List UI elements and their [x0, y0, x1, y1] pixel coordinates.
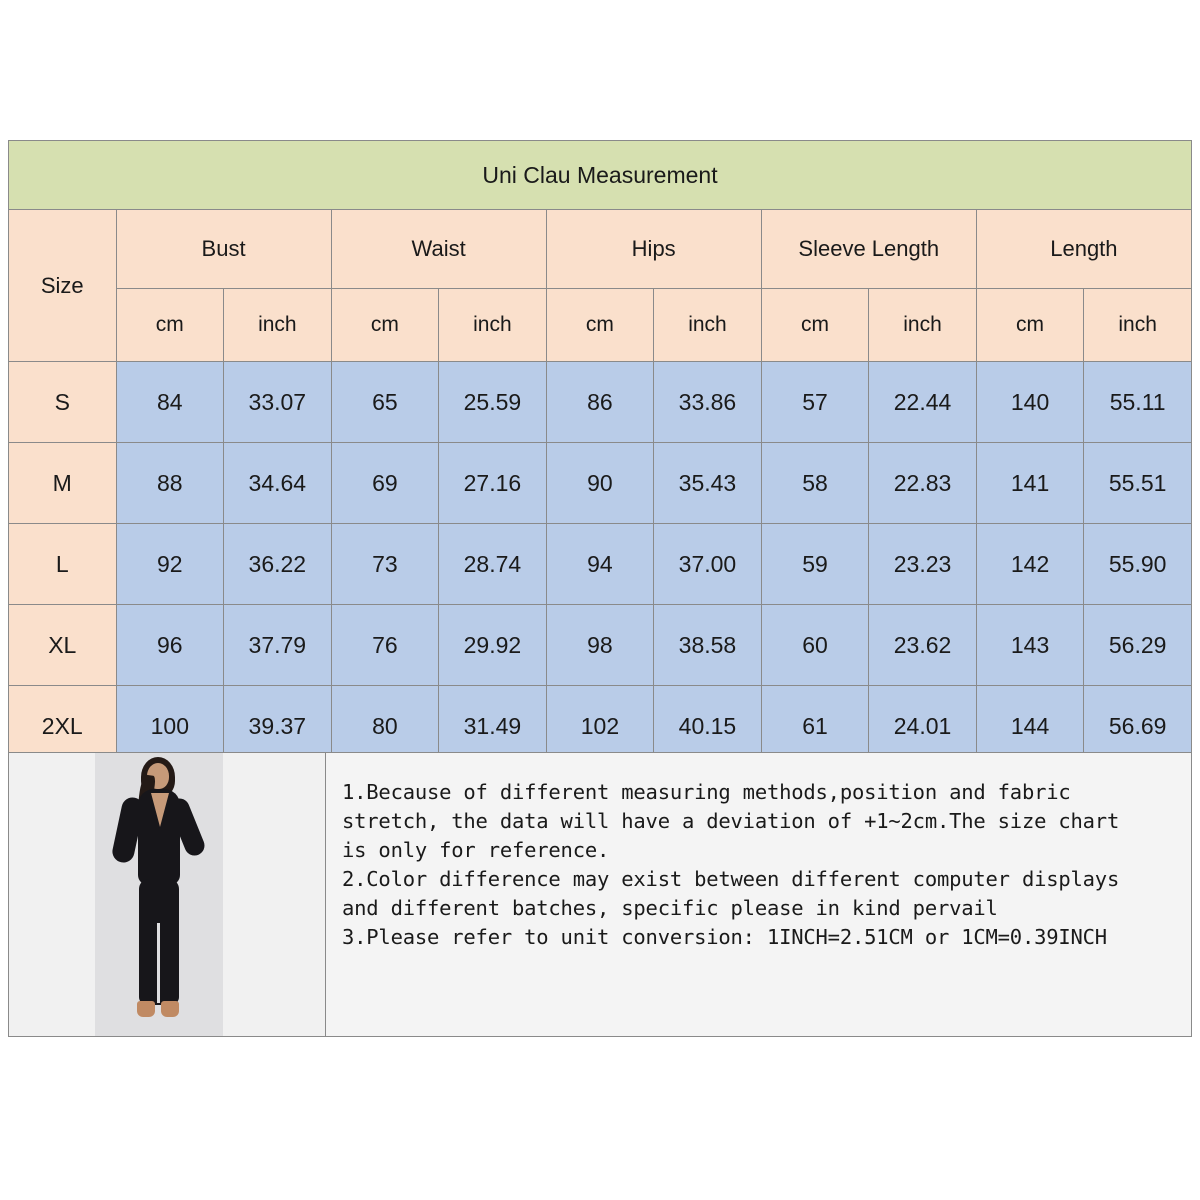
cell-waist-inch: 27.16 — [439, 443, 547, 524]
note-line-1: 1.Because of different measuring methods,position and fabric — [342, 780, 1071, 804]
unit-waist-cm: cm — [331, 289, 439, 362]
model-figure — [95, 753, 223, 1036]
group-header-hips: Hips — [546, 210, 761, 289]
cell-waist-cm: 65 — [331, 362, 439, 443]
unit-length-inch: inch — [1084, 289, 1192, 362]
cell-sleeve-cm: 61 — [761, 686, 869, 767]
group-header-sleeve-length: Sleeve Length — [761, 210, 976, 289]
cell-hips-cm: 94 — [546, 524, 654, 605]
cell-length-cm: 144 — [976, 686, 1084, 767]
chart-title: Uni Clau Measurement — [9, 141, 1192, 210]
note-line-2: stretch, the data will have a deviation of +1~2cm.The size chart — [342, 809, 1120, 834]
table-row — [9, 443, 1192, 524]
footer-panel — [8, 752, 1192, 1037]
cell-bust-cm: 96 — [116, 605, 224, 686]
row-size-label: 2XL — [9, 686, 117, 767]
model-shoe-right — [161, 1001, 179, 1017]
row-size-label: L — [9, 524, 117, 605]
cell-waist-inch: 31.49 — [439, 686, 547, 767]
cell-waist-cm: 80 — [331, 686, 439, 767]
row-size-label: XL — [9, 605, 117, 686]
table-row — [9, 605, 1192, 686]
unit-hips-cm: cm — [546, 289, 654, 362]
cell-sleeve-cm: 58 — [761, 443, 869, 524]
cell-sleeve-inch: 22.83 — [869, 443, 977, 524]
cell-hips-cm: 102 — [546, 686, 654, 767]
table-row — [9, 524, 1192, 605]
product-photo — [8, 752, 326, 1037]
note-line-3: is only for reference. — [342, 838, 610, 863]
cell-hips-inch: 38.58 — [654, 605, 762, 686]
cell-length-inch: 56.69 — [1084, 686, 1192, 767]
cell-length-inch: 55.90 — [1084, 524, 1192, 605]
cell-hips-inch: 40.15 — [654, 686, 762, 767]
cell-sleeve-cm: 60 — [761, 605, 869, 686]
cell-sleeve-cm: 57 — [761, 362, 869, 443]
unit-row — [9, 289, 1192, 362]
unit-sleeve-inch: inch — [869, 289, 977, 362]
cell-length-cm: 141 — [976, 443, 1084, 524]
cell-hips-inch: 37.00 — [654, 524, 762, 605]
model-shoe-left — [137, 1001, 155, 1017]
cell-bust-inch: 36.22 — [224, 524, 332, 605]
cell-hips-cm: 90 — [546, 443, 654, 524]
cell-waist-cm: 69 — [331, 443, 439, 524]
chart-title-row — [9, 141, 1192, 210]
unit-length-cm: cm — [976, 289, 1084, 362]
note-line-6: 3.Please refer to unit conversion: 1INCH=2.51CM or 1CM=0.39INCH — [342, 925, 1107, 950]
cell-length-inch: 56.29 — [1084, 605, 1192, 686]
cell-waist-inch: 25.59 — [439, 362, 547, 443]
cell-hips-cm: 98 — [546, 605, 654, 686]
note-line-5: and different batches, specific please in kind pervail — [342, 896, 998, 921]
cell-bust-inch: 39.37 — [224, 686, 332, 767]
unit-sleeve-cm: cm — [761, 289, 869, 362]
cell-sleeve-inch: 22.44 — [869, 362, 977, 443]
unit-hips-inch: inch — [654, 289, 762, 362]
cell-bust-cm: 88 — [116, 443, 224, 524]
measurement-group-row — [9, 210, 1192, 289]
cell-length-cm: 143 — [976, 605, 1084, 686]
cell-waist-cm: 73 — [331, 524, 439, 605]
unit-bust-inch: inch — [224, 289, 332, 362]
group-header-bust: Bust — [116, 210, 331, 289]
cell-bust-inch: 37.79 — [224, 605, 332, 686]
cell-length-inch: 55.11 — [1084, 362, 1192, 443]
notes-panel — [326, 752, 1192, 1037]
unit-bust-cm: cm — [116, 289, 224, 362]
cell-waist-inch: 29.92 — [439, 605, 547, 686]
cell-sleeve-inch: 23.62 — [869, 605, 977, 686]
group-header-waist: Waist — [331, 210, 546, 289]
row-size-label: S — [9, 362, 117, 443]
table-row — [9, 362, 1192, 443]
cell-sleeve-cm: 59 — [761, 524, 869, 605]
cell-bust-inch: 33.07 — [224, 362, 332, 443]
cell-bust-cm: 100 — [116, 686, 224, 767]
row-size-label: M — [9, 443, 117, 524]
unit-waist-inch: inch — [439, 289, 547, 362]
cell-hips-inch: 33.86 — [654, 362, 762, 443]
cell-sleeve-inch: 23.23 — [869, 524, 977, 605]
cell-bust-inch: 34.64 — [224, 443, 332, 524]
cell-hips-inch: 35.43 — [654, 443, 762, 524]
cell-waist-inch: 28.74 — [439, 524, 547, 605]
cell-bust-cm: 84 — [116, 362, 224, 443]
model-neckline — [151, 793, 169, 827]
size-chart-table — [8, 140, 1192, 767]
cell-length-cm: 142 — [976, 524, 1084, 605]
cell-hips-cm: 86 — [546, 362, 654, 443]
model-leg-split — [157, 923, 160, 1003]
cell-length-cm: 140 — [976, 362, 1084, 443]
size-column-header: Size — [9, 210, 117, 362]
cell-sleeve-inch: 24.01 — [869, 686, 977, 767]
cell-bust-cm: 92 — [116, 524, 224, 605]
cell-waist-cm: 76 — [331, 605, 439, 686]
group-header-length: Length — [976, 210, 1191, 289]
note-line-4: 2.Color difference may exist between different computer displays — [342, 867, 1120, 892]
cell-length-inch: 55.51 — [1084, 443, 1192, 524]
